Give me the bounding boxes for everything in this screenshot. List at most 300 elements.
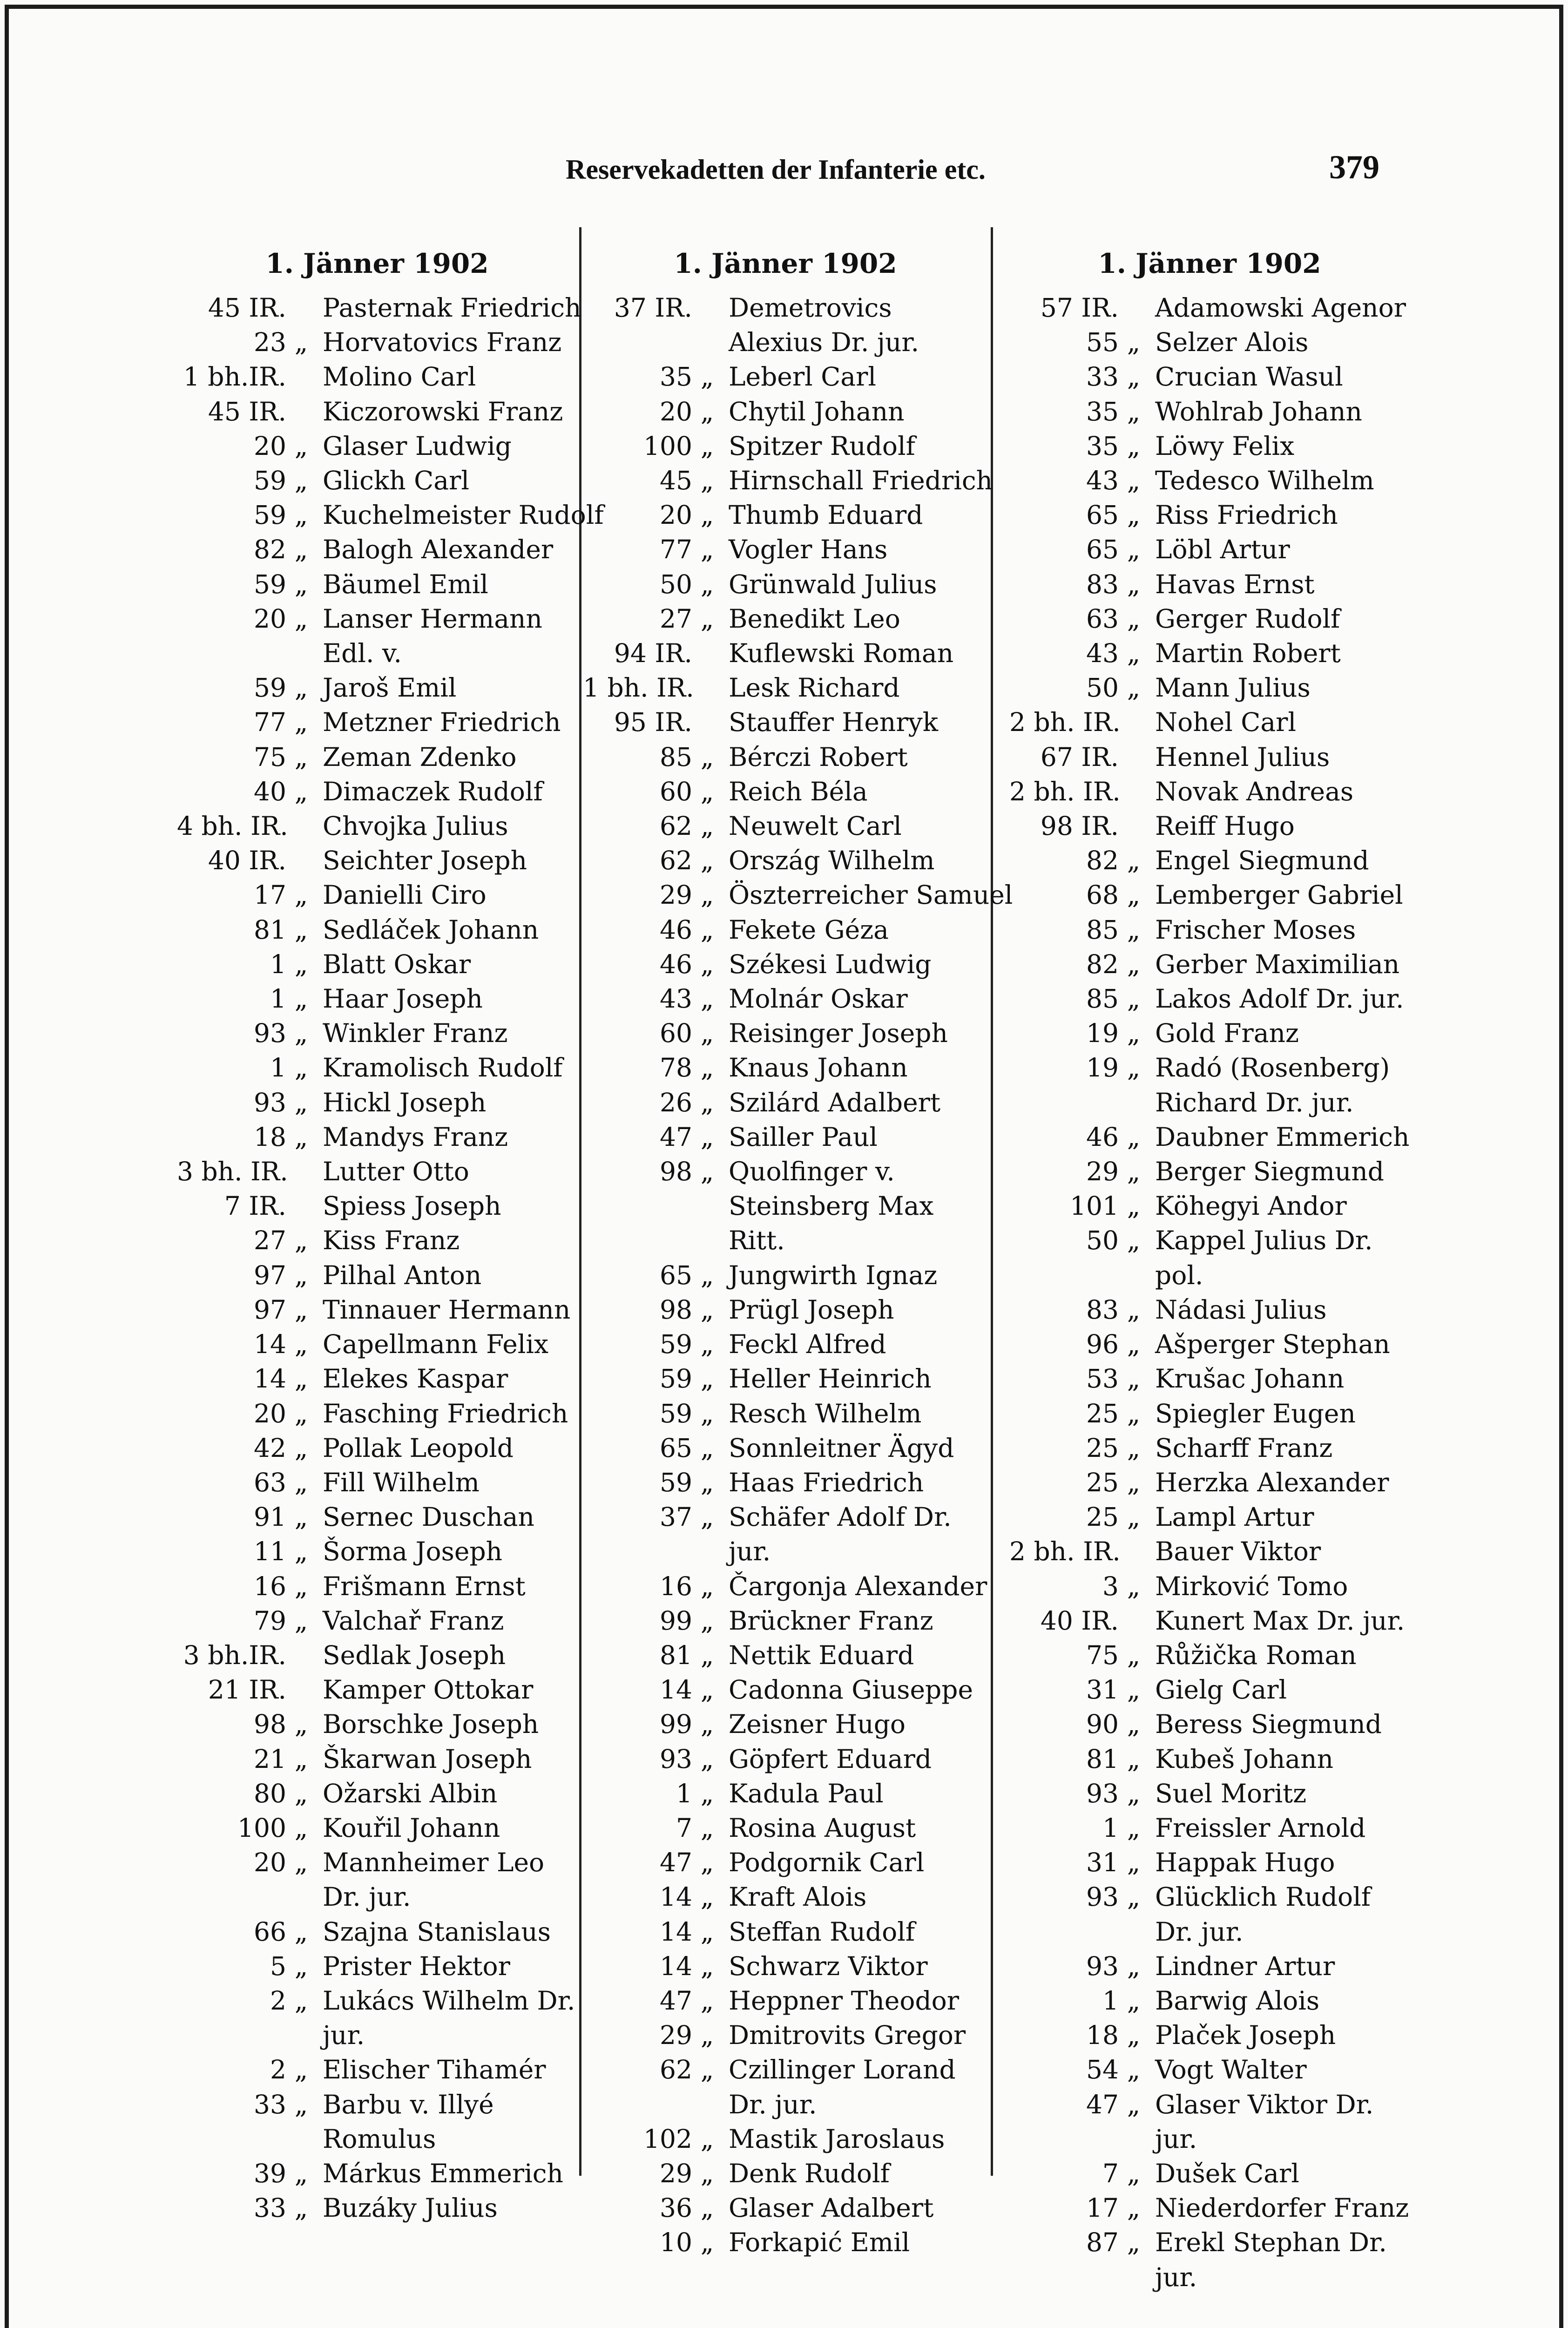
entry-number: 33 <box>254 2089 286 2119</box>
entry-row <box>1009 325 1410 359</box>
entry-ditto: „ <box>294 742 308 772</box>
entry-ditto: „ <box>700 2227 714 2258</box>
entry-ditto: „ <box>1127 949 1141 979</box>
entry-row <box>583 1604 988 1638</box>
entry-ditto: „ <box>700 1848 714 1878</box>
entry-number: 62 <box>660 2055 692 2085</box>
entry-number: 47 <box>660 1848 692 1878</box>
entry-name: Glickh Carl <box>323 466 469 496</box>
entry-ditto: „ <box>700 1157 714 1187</box>
entry-name: Berger Siegmund <box>1155 1157 1385 1187</box>
entry-name: Chytil Johann <box>729 396 905 426</box>
entry-ditto: „ <box>294 1433 308 1463</box>
entry-name: Wohlrab Johann <box>1155 396 1362 426</box>
entry-name: Denk Rudolf <box>729 2158 890 2188</box>
entry-row <box>1009 1120 1410 1154</box>
entry-ditto: „ <box>1127 1225 1141 1256</box>
entry-row <box>1009 602 1410 636</box>
entry-number: 65 <box>660 1260 692 1290</box>
entry-row <box>177 913 577 947</box>
entry-number: 17 <box>1086 2193 1119 2223</box>
entry-row <box>177 567 577 602</box>
entry-name: Lanser Hermann Edl. v. <box>323 603 542 669</box>
entry-name: Göpfert Eduard <box>729 1744 932 1774</box>
entry-ditto: „ <box>700 1122 714 1152</box>
entry-ditto: „ <box>294 1571 308 1601</box>
entry-row <box>177 1016 577 1050</box>
entry-number: 21 IR. <box>208 1675 286 1705</box>
entry-number: 25 <box>1086 1433 1119 1463</box>
entry-name: Zeisner Hugo <box>729 1709 906 1739</box>
entry-row <box>583 1672 988 1707</box>
entry-row <box>177 394 577 429</box>
entry-name: Jungwirth Ignaz <box>729 1260 938 1290</box>
entry-row <box>1009 1431 1410 1465</box>
entry-number: 20 <box>254 431 286 461</box>
entry-name: Fill Wilhelm <box>323 1467 480 1497</box>
entry-ditto: „ <box>700 396 714 426</box>
entry-row <box>583 567 988 602</box>
entry-number: 100 <box>643 431 692 461</box>
entry-name: Kiss Franz <box>323 1225 460 1256</box>
entry-ditto: „ <box>1127 1364 1141 1394</box>
entry-name: Spiegler Eugen <box>1155 1398 1356 1428</box>
entry-ditto: „ <box>1127 638 1141 669</box>
entry-name: Balogh Alexander <box>323 535 554 565</box>
entry-row <box>1009 1949 1410 1983</box>
column-rule <box>991 227 993 2176</box>
entry-row <box>1009 878 1410 912</box>
entry-row <box>177 1776 577 1811</box>
entry-ditto: „ <box>700 603 714 634</box>
entry-row <box>1009 1050 1410 1119</box>
entry-number: 35 <box>1086 396 1119 426</box>
entry-row <box>177 2156 577 2191</box>
entry-list <box>1009 291 1410 2294</box>
entry-ditto: „ <box>1127 1709 1141 1739</box>
entry-ditto: „ <box>700 1087 714 1117</box>
entry-row <box>1009 1845 1410 1880</box>
entry-name: Öszterreicher Samuel <box>729 880 1013 910</box>
entry-ditto: „ <box>1127 1018 1141 1049</box>
entry-number: 65 <box>1086 535 1119 565</box>
entry-row <box>1009 1742 1410 1776</box>
entry-ditto: „ <box>1127 362 1141 392</box>
entry-ditto: „ <box>700 1467 714 1497</box>
entry-row <box>583 1569 988 1604</box>
entry-number: 35 <box>1086 431 1119 461</box>
entry-number: 47 <box>660 1985 692 2016</box>
entry-row <box>1009 947 1410 981</box>
entry-ditto: „ <box>700 880 714 910</box>
entry-number: 65 <box>1086 500 1119 530</box>
entry-number: 99 <box>660 1605 692 1636</box>
entry-name: Stauffer Henryk <box>729 707 939 738</box>
entry-row <box>177 1983 577 2052</box>
entry-ditto: „ <box>294 2089 308 2119</box>
entry-row <box>177 429 577 463</box>
entry-ditto: „ <box>1127 880 1141 910</box>
entry-number: 102 <box>643 2124 692 2154</box>
page-number: 379 <box>1329 149 1379 186</box>
entry-number: 62 <box>660 846 692 876</box>
entry-number: 60 <box>660 776 692 806</box>
entry-number: 75 <box>254 742 286 772</box>
entry-row <box>583 2156 988 2191</box>
entry-row <box>583 1776 988 1811</box>
entry-row <box>583 2018 988 2052</box>
entry-name: Nohel Carl <box>1155 707 1297 738</box>
entry-number: 83 <box>1086 1294 1119 1325</box>
entry-ditto: „ <box>294 1778 308 1808</box>
entry-row <box>583 291 988 359</box>
entry-number: 29 <box>660 2158 692 2188</box>
entry-ditto: „ <box>1127 1778 1141 1808</box>
entry-ditto: „ <box>700 1951 714 1981</box>
entry-name: Schäfer Adolf Dr. jur. <box>729 1502 952 1567</box>
entry-name: Barbu v. Illyé Romulus <box>323 2089 494 2154</box>
entry-ditto: „ <box>700 846 714 876</box>
entry-row <box>583 1120 988 1154</box>
entry-row <box>1009 1223 1410 1292</box>
entry-number: 53 <box>1086 1364 1119 1394</box>
entry-number: 77 <box>254 707 286 738</box>
entry-ditto: „ <box>700 1260 714 1290</box>
entry-row <box>177 1915 577 1949</box>
entry-name: Mann Julius <box>1155 673 1311 703</box>
entry-name: Winkler Franz <box>323 1018 508 1049</box>
entry-ditto: „ <box>1127 1640 1141 1670</box>
entry-number: 4 bh. IR. <box>177 811 288 841</box>
entry-name: Suel Moritz <box>1155 1778 1307 1808</box>
entry-ditto: „ <box>700 742 714 772</box>
entry-number: 3 <box>1102 1571 1119 1601</box>
entry-row <box>1009 1604 1410 1638</box>
entry-row <box>583 1880 988 1914</box>
entry-row <box>177 878 577 912</box>
entry-number: 83 <box>1086 569 1119 599</box>
entry-number: 63 <box>254 1467 286 1497</box>
entry-ditto: „ <box>700 2158 714 2188</box>
entry-row <box>1009 429 1410 463</box>
entry-ditto: „ <box>700 1882 714 1912</box>
entry-number: 39 <box>254 2158 286 2188</box>
entry-number: 91 <box>254 1502 286 1532</box>
entry-ditto: „ <box>1127 1571 1141 1601</box>
entry-number: 1 bh. IR. <box>583 673 694 703</box>
entry-number: 31 <box>1086 1675 1119 1705</box>
entry-name: Růžička Roman <box>1155 1640 1357 1670</box>
entry-name: Bäumel Emil <box>323 569 488 599</box>
entry-name: Škarwan Joseph <box>323 1744 532 1774</box>
entry-ditto: „ <box>294 1536 308 1567</box>
entry-row <box>1009 567 1410 602</box>
entry-name: Ašperger Stephan <box>1155 1329 1390 1360</box>
entry-number: 99 <box>660 1709 692 1739</box>
entry-row <box>583 1396 988 1431</box>
entry-ditto: „ <box>294 880 308 910</box>
entry-ditto: „ <box>700 466 714 496</box>
entry-name: Kiczorowski Franz <box>323 396 563 426</box>
entry-ditto: „ <box>1127 1675 1141 1705</box>
entry-number: 2 <box>270 2055 286 2085</box>
entry-name: Forkapić Emil <box>729 2227 910 2258</box>
entry-ditto: „ <box>1127 500 1141 530</box>
entry-row <box>177 1672 577 1707</box>
entry-ditto: „ <box>294 1848 308 1878</box>
entry-name: Frišmann Ernst <box>323 1571 526 1601</box>
entry-number: 98 <box>660 1157 692 1187</box>
entry-number: 1 <box>1102 1985 1119 2016</box>
entry-row <box>1009 2087 1410 2156</box>
entry-row <box>1009 913 1410 947</box>
entry-name: Zeman Zdenko <box>323 742 517 772</box>
entry-number: 66 <box>254 1916 286 1947</box>
entry-ditto: „ <box>1127 2193 1141 2223</box>
entry-number: 90 <box>1086 1709 1119 1739</box>
entry-name: Mirković Tomo <box>1155 1571 1348 1601</box>
entry-number: 27 <box>660 603 692 634</box>
entry-ditto: „ <box>294 1364 308 1394</box>
entry-row <box>583 2122 988 2156</box>
entry-ditto: „ <box>294 1053 308 1083</box>
entry-row <box>583 1293 988 1327</box>
entry-ditto: „ <box>1127 1985 1141 2016</box>
entry-number: 1 <box>676 1778 692 1808</box>
entry-row <box>583 2052 988 2121</box>
entry-name: Frischer Moses <box>1155 914 1356 945</box>
entry-number: 25 <box>1086 1502 1119 1532</box>
entry-row <box>177 1361 577 1396</box>
entry-row <box>583 498 988 532</box>
entry-name: Mandys Franz <box>323 1122 508 1152</box>
entry-name: Bauer Viktor <box>1155 1536 1321 1567</box>
entry-number: 45 <box>660 466 692 496</box>
entry-ditto: „ <box>294 431 308 461</box>
entry-name: Ožarski Albin <box>323 1778 498 1808</box>
entry-name: Vogt Walter <box>1155 2055 1307 2085</box>
entry-number: 95 IR. <box>614 707 692 738</box>
entry-row <box>177 1258 577 1293</box>
entry-name: Valchař Franz <box>323 1605 504 1636</box>
entry-row <box>1009 1707 1410 1741</box>
entry-name: Kuflewski Roman <box>729 638 954 669</box>
entry-name: Köhegyi Andor <box>1155 1191 1347 1221</box>
entry-name: Glaser Ludwig <box>323 431 512 461</box>
entry-row <box>1009 809 1410 843</box>
entry-row <box>583 705 988 739</box>
entry-name: Thumb Eduard <box>729 500 923 530</box>
entry-number: 96 <box>1086 1329 1119 1360</box>
entry-number: 19 <box>1086 1053 1119 1083</box>
entry-name: Herzka Alexander <box>1155 1467 1389 1497</box>
entry-row <box>1009 1880 1410 1949</box>
entry-row <box>583 1050 988 1085</box>
entry-number: 2 bh. IR. <box>1009 707 1121 738</box>
entry-ditto: „ <box>700 500 714 530</box>
entry-number: 59 <box>660 1467 692 1497</box>
entry-row <box>583 2191 988 2225</box>
entry-number: 27 <box>254 1225 286 1256</box>
entry-name: Nettik Eduard <box>729 1640 914 1670</box>
entry-name: Gerger Rudolf <box>1155 603 1340 634</box>
entry-row <box>583 1154 988 1258</box>
entry-row <box>1009 2225 1410 2294</box>
entry-ditto: „ <box>700 811 714 841</box>
entry-number: 14 <box>660 1916 692 1947</box>
entry-row <box>177 532 577 567</box>
entry-row <box>177 843 577 878</box>
entry-ditto: „ <box>294 1122 308 1152</box>
entry-row <box>1009 1016 1410 1050</box>
entry-row <box>177 670 577 705</box>
entry-name: Cadonna Giuseppe <box>729 1675 973 1705</box>
entry-number: 78 <box>660 1053 692 1083</box>
entry-ditto: „ <box>700 362 714 392</box>
entry-number: 100 <box>237 1813 286 1843</box>
entry-number: 62 <box>660 811 692 841</box>
entry-number: 25 <box>1086 1467 1119 1497</box>
entry-row <box>1009 2052 1410 2087</box>
entry-number: 68 <box>1086 880 1119 910</box>
entry-ditto: „ <box>294 1087 308 1117</box>
entry-row <box>583 1707 988 1741</box>
entry-row <box>1009 359 1410 394</box>
entry-ditto: „ <box>294 1951 308 1981</box>
entry-ditto: „ <box>700 2193 714 2223</box>
entry-row <box>177 2052 577 2087</box>
entry-number: 59 <box>254 500 286 530</box>
entry-ditto: „ <box>700 2020 714 2051</box>
entry-ditto: „ <box>294 1709 308 1739</box>
entry-number: 17 <box>254 880 286 910</box>
entry-row <box>1009 2191 1410 2225</box>
entry-name: Steffan Rudolf <box>729 1916 915 1947</box>
entry-ditto: „ <box>1127 1951 1141 1981</box>
entry-name: Heller Heinrich <box>729 1364 932 1394</box>
entry-ditto: „ <box>700 984 714 1014</box>
entry-ditto: „ <box>294 1260 308 1290</box>
entry-name: Seichter Joseph <box>323 846 527 876</box>
column-1 <box>177 246 604 2225</box>
entry-number: 16 <box>660 1571 692 1601</box>
entry-row <box>1009 843 1410 878</box>
entry-name: Reich Béla <box>729 776 868 806</box>
entry-number: 82 <box>1086 949 1119 979</box>
entry-ditto: „ <box>294 914 308 945</box>
entry-name: Schwarz Viktor <box>729 1951 928 1981</box>
entry-row <box>177 1604 577 1638</box>
entry-row <box>177 1845 577 1914</box>
entry-name: Heppner Theodor <box>729 1985 960 2016</box>
entry-number: 46 <box>660 914 692 945</box>
entry-ditto: „ <box>700 949 714 979</box>
entry-number: 82 <box>254 535 286 565</box>
column-heading: 1. Jänner 1902 <box>265 248 489 279</box>
entry-row <box>1009 1293 1410 1327</box>
entry-row <box>1009 1811 1410 1845</box>
entry-row <box>1009 636 1410 670</box>
entry-name: Kramolisch Rudolf <box>323 1053 563 1083</box>
entry-number: 93 <box>1086 1778 1119 1808</box>
entry-number: 7 <box>676 1813 692 1843</box>
entry-ditto: „ <box>1127 2158 1141 2188</box>
entry-row <box>177 774 577 809</box>
entry-ditto: „ <box>700 1053 714 1083</box>
entry-row <box>177 1465 577 1500</box>
entry-name: Reiff Hugo <box>1155 811 1295 841</box>
entry-number: 14 <box>254 1364 286 1394</box>
entry-row <box>1009 1327 1410 1361</box>
entry-number: 93 <box>1086 1951 1119 1981</box>
entry-name: Freissler Arnold <box>1155 1813 1366 1843</box>
entry-name: Mastik Jaroslaus <box>729 2124 945 2154</box>
entry-ditto: „ <box>700 1571 714 1601</box>
entry-number: 29 <box>660 2020 692 2051</box>
entry-name: Beress Siegmund <box>1155 1709 1382 1739</box>
entry-number: 18 <box>254 1122 286 1152</box>
entry-ditto: „ <box>1127 1433 1141 1463</box>
entry-row <box>177 1431 577 1465</box>
entry-name: Bérczi Robert <box>729 742 908 772</box>
entry-number: 20 <box>254 1398 286 1428</box>
entry-name: Erekl Stephan Dr. jur. <box>1155 2227 1387 2292</box>
entry-number: 2 <box>270 1985 286 2016</box>
entry-name: Benedikt Leo <box>729 603 900 634</box>
entry-number: 97 <box>254 1294 286 1325</box>
entry-number: 98 <box>660 1294 692 1325</box>
entry-number: 2 bh. IR. <box>1009 776 1121 806</box>
entry-name: Riss Friedrich <box>1155 500 1338 530</box>
entry-number: 46 <box>660 949 692 979</box>
entry-name: Haas Friedrich <box>729 1467 924 1497</box>
entry-list <box>583 291 1013 2260</box>
entry-name: Gold Franz <box>1155 1018 1299 1049</box>
entry-name: Lindner Artur <box>1155 1951 1335 1981</box>
entry-ditto: „ <box>294 2193 308 2223</box>
entry-row <box>1009 1776 1410 1811</box>
entry-row <box>583 1465 988 1500</box>
entry-number: 81 <box>1086 1744 1119 1774</box>
entry-name: Plaček Joseph <box>1155 2020 1336 2051</box>
entry-ditto: „ <box>294 1502 308 1532</box>
entry-name: Kamper Ottokar <box>323 1675 534 1705</box>
entry-name: Szajna Stanislaus <box>323 1916 551 1947</box>
entry-name: Podgornik Carl <box>729 1848 925 1878</box>
entry-row <box>177 1050 577 1085</box>
entry-name: Sedlak Joseph <box>323 1640 506 1670</box>
entry-number: 55 <box>1086 327 1119 358</box>
entry-row <box>1009 291 1410 325</box>
entry-number: 43 <box>1086 466 1119 496</box>
entry-number: 3 bh. IR. <box>177 1157 288 1187</box>
entry-row <box>583 913 988 947</box>
entry-ditto: „ <box>700 1329 714 1360</box>
entry-number: 14 <box>660 1951 692 1981</box>
entry-name: Sernec Duschan <box>323 1502 534 1532</box>
entry-ditto: „ <box>1127 1191 1141 1221</box>
entry-number: 23 <box>254 327 286 358</box>
entry-name: Martin Robert <box>1155 638 1341 669</box>
entry-name: Hickl Joseph <box>323 1087 487 1117</box>
entry-ditto: „ <box>700 1364 714 1394</box>
entry-ditto: „ <box>294 673 308 703</box>
entry-number: 50 <box>1086 1225 1119 1256</box>
entry-ditto: „ <box>294 1467 308 1497</box>
entry-name: Brückner Franz <box>729 1605 933 1636</box>
entry-name: Gerber Maximilian <box>1155 949 1400 979</box>
entry-number: 16 <box>254 1571 286 1601</box>
